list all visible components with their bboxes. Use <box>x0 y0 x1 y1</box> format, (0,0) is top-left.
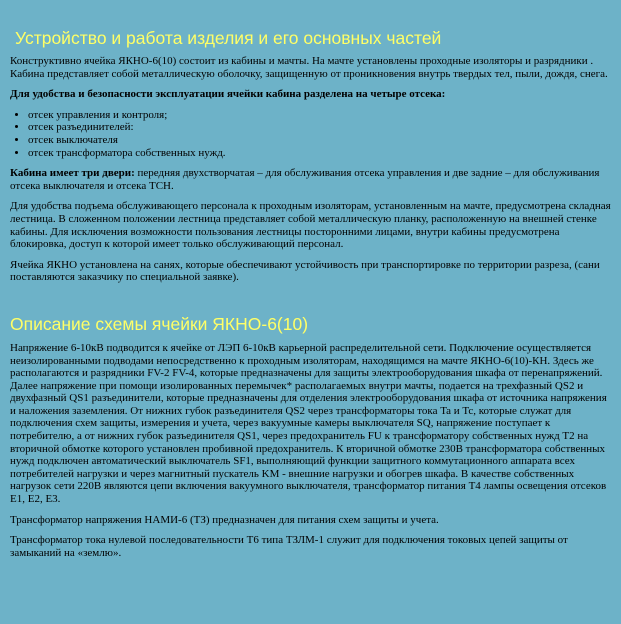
paragraph-scheme-description: Напряжение 6-10кВ подводится к ячейке от ЛЭП 6-10кВ карьерной распределительной сети. Подключение осуществляется неизолированными подводами непосредственно к проходным изоляторам, находящимся на мачте ЯКНО-6(10)-КН. Здесь же располагаются и разрядники FV-2 FV-4, которые предназначены для защиты электрооборудования шкафа от перенапряжений. Далее напряжение при помощи изолированных перемычек* располагаемых внутри мачты, подается на трехфазный QS2 и двухфазный QS1 разъединители, которые предназначены для отделения электрооборудования шкафа от источника напряжения и наложения заземления. От нижних губок разъединителя QS2 через трансформаторы тока Ta и Tc, которые служат для подключения схем защиты, измерения и учета, через вакуумные камеры выключателя SQ, напряжение поступает к потребителю, а от нижних губок разъединителя QS1, через предохранитель FU к трансформатору собственных нужд Т2 на вторичной обмотке которого установлен пробивной предохранитель. К вторичной обмотке 230В трансформатора собственных нужд подключен автоматический выключатель SF1, выполняющий функции защитного коммутационного аппарата всех потребителей нагрузки и через магнитный пускатель KM - внешние нагрузки и обогрев шкафа. В качестве собственных нагрузок сети 220В являются цепи включения вакуумного выключателя, трансформатор питания Т4 лампы освещения отсеков Е1, Е2, Е3. <box>10 341 607 506</box>
section-title-scheme: Описание схемы ячейки ЯКНО-6(10) <box>10 313 309 334</box>
list-item: • отсек трансформатора собственных нужд. <box>28 147 611 160</box>
paragraph-doors <box>10 167 611 192</box>
list-item: • отсек выключателя <box>28 134 611 147</box>
paragraph-ladder: Для удобства подъема обслуживающего персонала к проходным изоляторам, установленным на мачте, предусмотрена складная лестница. В сложенном положении лестница представляет собой металлическую планку, расположенную на внешней стенке кабины. Для исключения возможности пользования лестницы посторонними лицами, внутри кабины предусмотрена блокировка, доступ к которой имеет только обслуживающий персонал. <box>10 200 611 251</box>
list-item: • отсек управления и контроля; <box>28 109 611 122</box>
list-item: • отсек разъединителей: <box>28 121 611 134</box>
paragraph-construction: Конструктивно ячейка ЯКНО-6(10) состоит из кабины и мачты. На мачте установлены проходные изоляторы и разрядники . Кабина представляет собой металлическую оболочку, защищенную от проникновения внутрь твердых тел, пыли, дождя, снега. <box>10 55 608 80</box>
paragraph-compartments-intro <box>10 88 611 101</box>
paragraph-sled: Ячейка ЯКНО установлена на санях, которые обеспечивают устойчивость при транспортировке по территории разреза, (сани поставляются заказчику по специальной заявке). <box>10 258 600 284</box>
compartments-intro-bold: Для удобства и безопасности эксплуатации ячейки кабина разделена на четыре отсека: <box>10 88 446 101</box>
section-title-device: Устройство и работа изделия и его основных частей <box>15 28 442 48</box>
paragraph-current-transformer: Трансформатор тока нулевой последовательности Т6 типа ТЗЛМ-1 служит для подключения токовых цепей защиты от замыканий на «землю». <box>10 534 568 559</box>
paragraph-voltage-transformer: Трансформатор напряжения НАМИ-6 (ТЗ) предназначен для питания схем защиты и учета. <box>10 513 439 526</box>
compartments-list <box>10 109 611 159</box>
doors-bold: Кабина имеет три двери: <box>10 167 135 180</box>
doors-text: передняя двухстворчатая – для обслуживания отсека управления и две задние – для обслуживания отсека выключателя и отсека ТСН. <box>10 167 600 192</box>
